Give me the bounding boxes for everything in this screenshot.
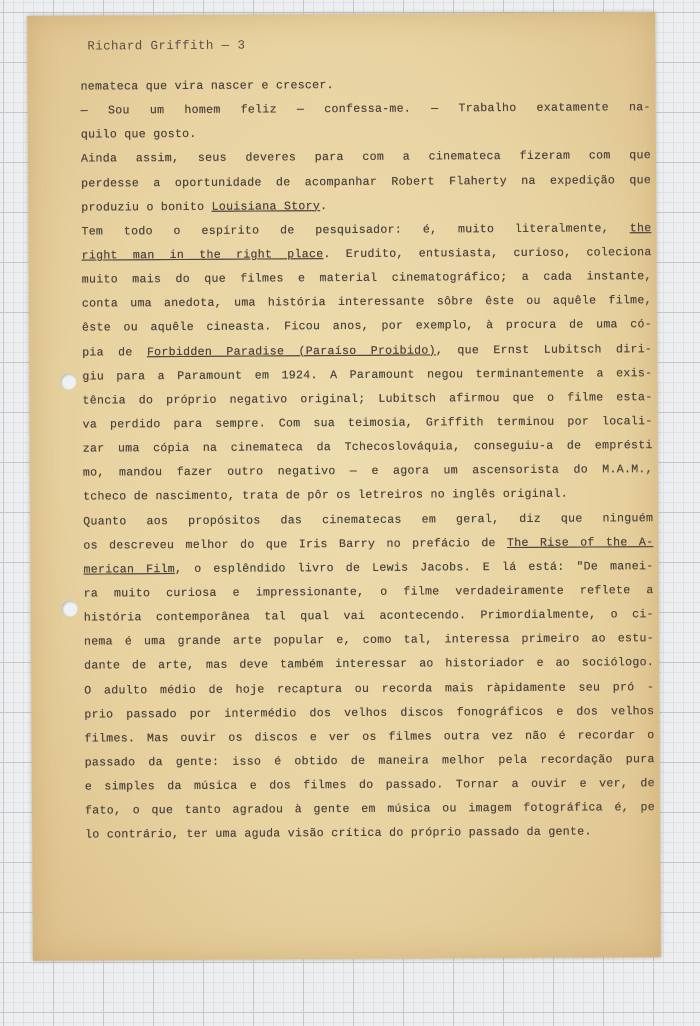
text-line: e simples da música e dos filmes do passado. Tornar a ouvir e ver, de — [84, 777, 655, 794]
text-line: giu para a Paramount em 1924. A Paramount negou terminantemente a exis- — [82, 366, 653, 384]
text-line: va perdido para sempre. Com sua teimosia, Griffith terminou por locali- — [82, 415, 653, 432]
text-line: os descreveu melhor do que Iris Barry no prefácio de The Rise of the A- — [83, 535, 654, 553]
text-line: Ainda assim, seus deveres para com a cinemateca fizeram com que — [80, 149, 652, 167]
page-header: Richard Griffith — 3 — [87, 38, 246, 54]
text-line: êste ou aquêle cineasta. Ficou anos, por exemplo, à procura de uma có- — [81, 318, 653, 336]
text-line: Quanto aos propósitos das cinematecas em geral, diz que ninguém — [83, 511, 654, 529]
text-line: prio passado por intermédio dos velhos discos fonográficos e dos velhos — [84, 704, 655, 722]
underlined-title: Louisiana Story — [211, 199, 321, 214]
text-line: Tem todo o espírito de pesquisador: é, muito literalmente, the — [81, 221, 652, 239]
text-line: quilo que gosto. — [80, 128, 197, 142]
text-line: lo contrário, ter uma aguda visão crítica do próprio passado da gente. — [85, 825, 592, 842]
underlined-title: right man in the right place — [81, 248, 324, 263]
text-line: muito mais do que filmes e material cinematográfico; a cada instante, — [81, 270, 652, 287]
typed-page — [27, 12, 661, 961]
punch-hole — [60, 374, 76, 390]
text-line: O adulto médio de hoje recaptura ou recorda mais ràpidamente seu pró - — [84, 680, 655, 698]
text-line: — Sou um homem feliz — confessa-me. — Trabalho exatamente na- — [80, 101, 651, 118]
text-line: passado da gente: isso é obtido de maneira melhor pela recordação pura — [84, 753, 655, 770]
text-line: merican Film, o esplêndido livro de Lewis Jacobs. E lá está: "De manei- — [83, 559, 654, 577]
text-line: ra muito curiosa e impressionante, o filme verdadeiramente reflete a — [83, 584, 654, 601]
text-line: right man in the right place. Erudito, entusiasta, curioso, coleciona — [81, 246, 652, 263]
text-line: nemateca que vira nascer e crescer. — [80, 79, 334, 94]
text-line: filmes. Mas ouvir os discos e ver os filmes outra vez não é recordar o — [84, 728, 655, 746]
text-line: conta uma anedota, uma história interessante sôbre êste ou aquêle filme, — [81, 294, 652, 311]
text-line: tcheco de nascimento, trata de pôr os letreiros no inglês original. — [83, 488, 568, 504]
underlined-title: merican Film — [83, 562, 176, 577]
underlined-title: the — [629, 221, 652, 236]
text-line: perdesse a oportunidade de acompanhar Robert Flaherty na expedição que — [81, 173, 652, 191]
underlined-title: The Rise of the A- — [506, 535, 654, 550]
text-line: zar uma cópia na cinemateca da Tchecoslováquia, conseguiu-a de emprésti — [82, 439, 653, 456]
text-line: pia de Forbidden Paradise (Paraíso Proibido), que Ernst Lubitsch diri- — [82, 342, 653, 360]
punch-hole — [62, 601, 78, 617]
text-line: nema é uma grande arte popular e, como tal, interessa primeiro ao estu- — [83, 632, 654, 649]
text-line: tência do próprio negativo original; Lubitsch afirmou que o filme esta- — [82, 390, 653, 408]
text-line: dante de arte, mas deve também interessar ao historiador e ao sociólogo. — [84, 656, 655, 673]
underlined-title: Forbidden Paradise (Paraíso Proibido) — [146, 343, 436, 359]
text-line: mo, mandou fazer outro negativo — e agora um ascensorista do M.A.M., — [82, 463, 653, 480]
text-line: história contemporânea tal qual vai acontecendo. Primordialmente, o ci- — [83, 608, 654, 625]
body-text — [80, 72, 655, 848]
text-line: produziu o bonito Louisiana Story. — [81, 199, 328, 215]
text-line: fato, o que tanto agradou à gente em música ou imagem fotográfica é, pe — [84, 801, 656, 818]
